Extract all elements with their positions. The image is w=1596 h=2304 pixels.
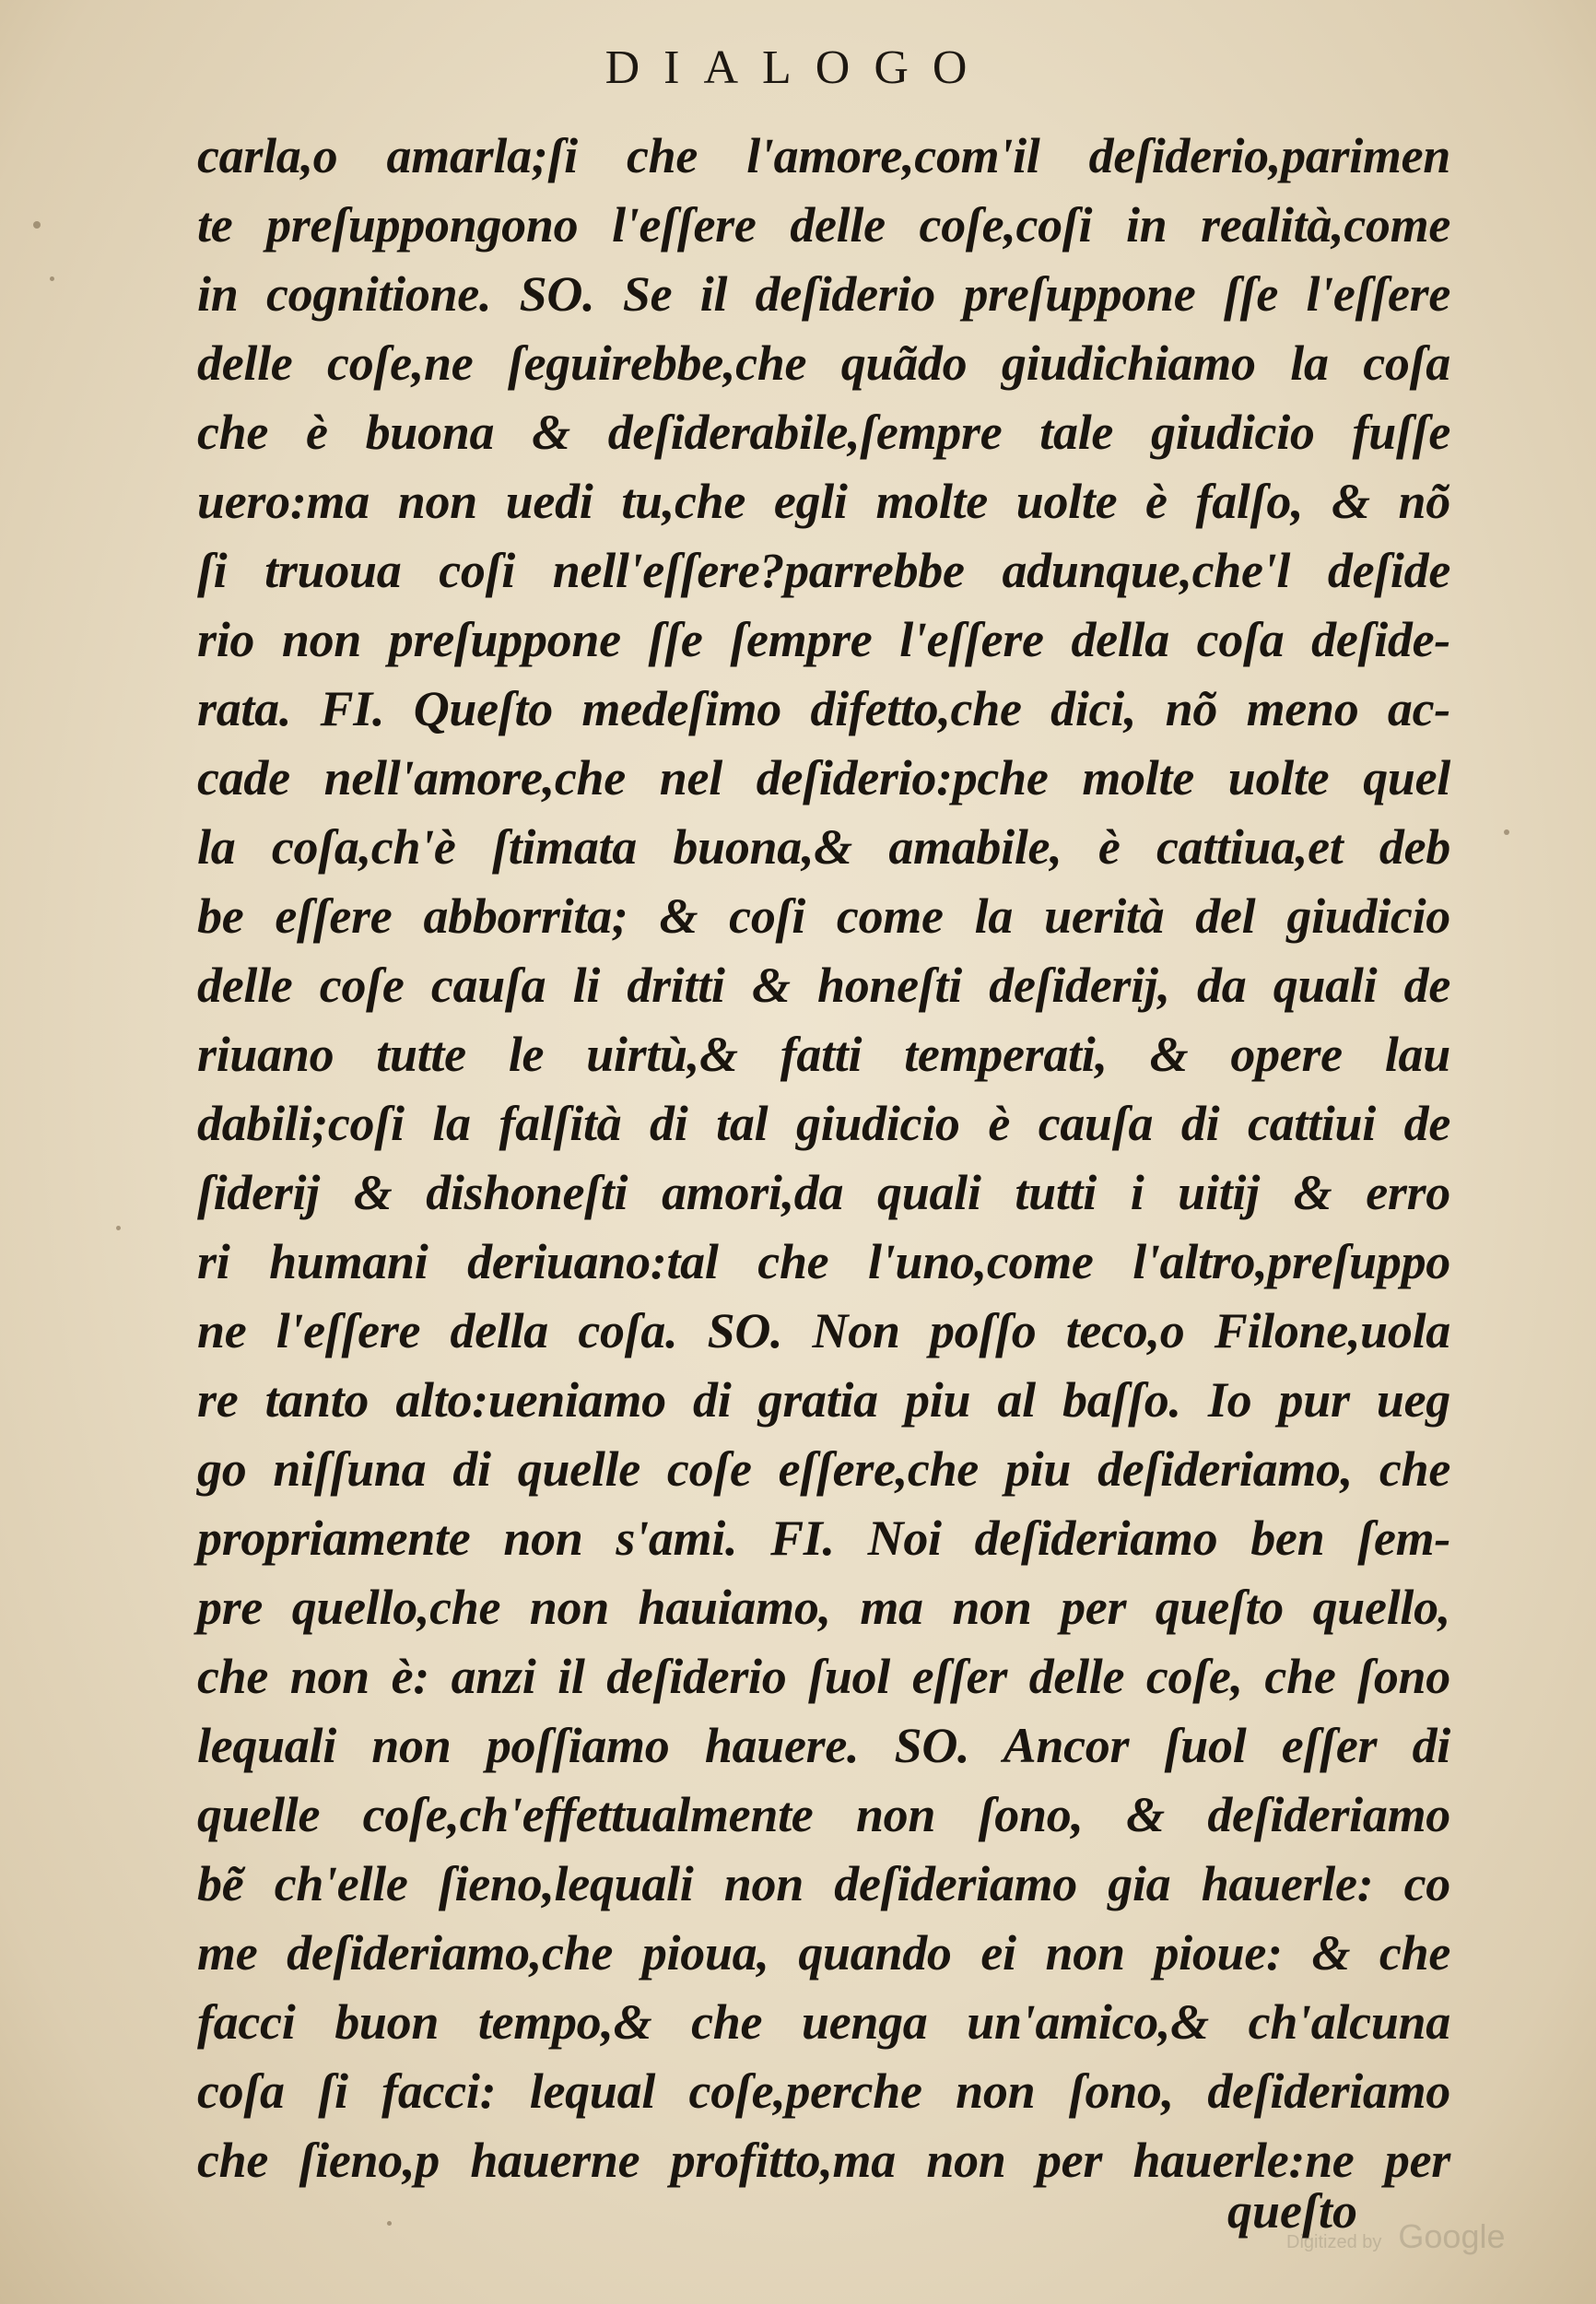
- text-line: go niſſuna di quelle coſe eſſere,che piu deſideriamo, che: [197, 1441, 1450, 1497]
- text-line: la coſa,ch'è ſtimata buona,& amabile, è cattiua,et deb: [197, 819, 1450, 875]
- text-line: delle coſe,ne ſeguirebbe,che quãdo giudichiamo la coſa: [197, 335, 1450, 391]
- text-line: in cognitione. SO. Se il deſiderio preſuppone ſſe l'eſſere: [197, 266, 1450, 322]
- paper-speck: [50, 276, 54, 281]
- paper-speck: [387, 2221, 392, 2226]
- paper-speck: [1504, 829, 1509, 835]
- text-line: facci buon tempo,& che uenga un'amico,& ch'alcuna: [197, 1994, 1450, 2050]
- text-line: dabili;coſi la falſità di tal giudicio è cauſa di cattiui de: [197, 1096, 1450, 1151]
- text-line: delle coſe cauſa li dritti & honeſti deſiderij, da quali de: [197, 958, 1450, 1013]
- text-line: ſi truoua coſi nell'eſſere?parrebbe adunque,che'l deſide: [197, 543, 1450, 598]
- body-text: [197, 122, 1450, 2195]
- text-line: ri humani deriuano:tal che l'uno,come l'altro,preſuppo: [197, 1234, 1450, 1289]
- text-line: rata. FI. Queſto medeſimo difetto,che dici, nõ meno ac-: [197, 681, 1450, 736]
- text-line: uero:ma non uedi tu,che egli molte uolte è falſo, & nõ: [197, 474, 1450, 529]
- text-line: che non è: anzi il deſiderio ſuol eſſer delle coſe, che ſono: [197, 1649, 1450, 1704]
- text-line: rio non preſuppone ſſe ſempre l'eſſere della coſa deſide-: [197, 612, 1450, 667]
- text-line: ne l'eſſere della coſa. SO. Non poſſo teco,o Filone,uola: [197, 1303, 1450, 1358]
- catchword: queſto: [1227, 2183, 1357, 2239]
- text-line: riuano tutte le uirtù,& fatti temperati, & opere lau: [197, 1027, 1450, 1082]
- text-line: re tanto alto:ueniamo di gratia piu al baſſo. Io pur ueg: [197, 1372, 1450, 1428]
- text-line: che è buona & deſiderabile,ſempre tale giudicio fuſſe: [197, 405, 1450, 460]
- text-line: carla,o amarla;ſi che l'amore,com'il deſiderio,parimen: [197, 128, 1450, 183]
- digitization-watermark: [1286, 2217, 1506, 2256]
- text-line: bẽ ch'elle ſieno,lequali non deſideriamo gia hauerle: co: [197, 1856, 1450, 1911]
- paper-speck: [116, 1226, 121, 1230]
- watermark-brand: Google: [1398, 2217, 1506, 2255]
- text-line: quelle coſe,ch'effettualmente non ſono, & deſideriamo: [197, 1787, 1450, 1842]
- paper-speck: [33, 221, 41, 229]
- text-line: be eſſere abborrita; & coſi come la uerità del giudicio: [197, 888, 1450, 944]
- text-line: cade nell'amore,che nel deſiderio:pche molte uolte quel: [197, 750, 1450, 805]
- text-line: che ſieno,p hauerne profitto,ma non per hauerle:ne per: [197, 2133, 1450, 2188]
- text-line: coſa ſi facci: lequal coſe,perche non ſono, deſideriamo: [197, 2063, 1450, 2119]
- text-line: propriamente non s'ami. FI. Noi deſideriamo ben ſem-: [197, 1511, 1450, 1566]
- text-line: pre quello,che non hauiamo, ma non per queſto quello,: [197, 1580, 1450, 1635]
- text-line: lequali non poſſiamo hauere. SO. Ancor ſuol eſſer di: [197, 1718, 1450, 1773]
- text-line: te preſuppongono l'eſſere delle coſe,coſi in realità,come: [197, 197, 1450, 253]
- text-line: ſiderij & dishoneſti amori,da quali tutti i uitij & erro: [197, 1165, 1450, 1220]
- text-line: me deſideriamo,che pioua, quando ei non pioue: & che: [197, 1925, 1450, 1981]
- watermark-prefix: Digitized by: [1286, 2232, 1382, 2252]
- running-header: DIALOGO: [604, 41, 992, 94]
